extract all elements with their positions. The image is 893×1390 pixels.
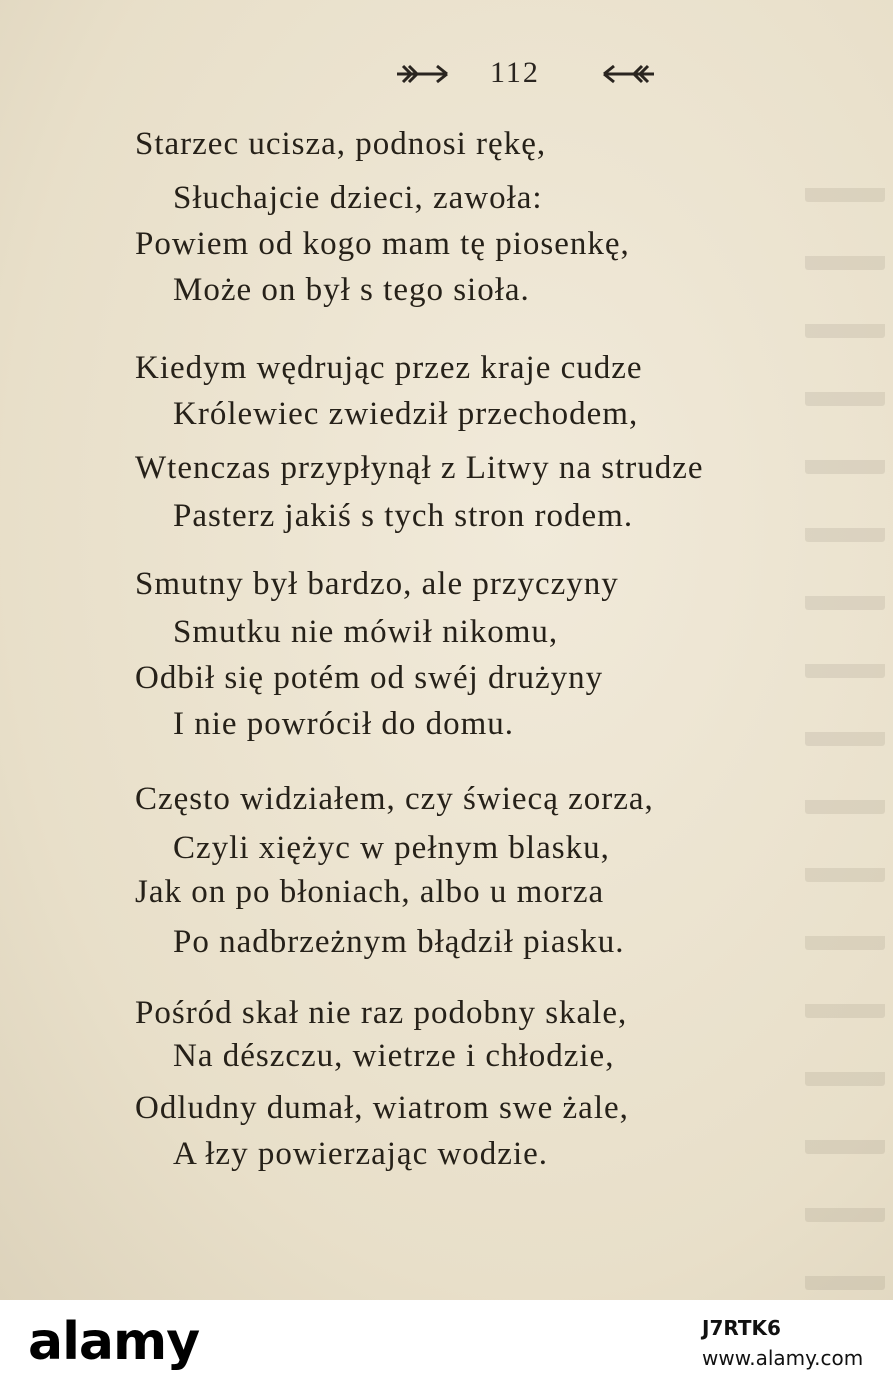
verse-line: Na dészczu, wietrze i chłodzie,: [173, 1038, 615, 1074]
verse-line: I nie powrócił do domu.: [173, 706, 515, 742]
verse-line: Często widziałem, czy świecą zorza,: [135, 781, 654, 817]
verse-line: Smutny był bardzo, ale przyczyny: [135, 566, 619, 602]
verse-line: Odbił się potém od swéj drużyny: [135, 660, 604, 696]
verse-line: Kiedym wędrując przez kraje cudze: [135, 350, 643, 386]
verse-line: Wtenczas przypłynął z Litwy na strudze: [135, 450, 704, 486]
image-id: J7RTK6: [702, 1316, 781, 1340]
watermark-url: www.alamy.com: [702, 1346, 864, 1370]
verse-line: Czyli xiężyc w pełnym blasku,: [173, 830, 610, 866]
page-header: [0, 52, 893, 100]
verse-line: Królewiec zwiedził przechodem,: [173, 396, 639, 432]
verse-line: Jak on po błoniach, albo u morza: [135, 874, 605, 910]
verse-line: Smutku nie mówił nikomu,: [173, 614, 559, 650]
verse-line: Pośród skał nie raz podobny skale,: [135, 995, 628, 1031]
ornament-left-icon: [395, 60, 457, 92]
verse-line: A łzy powierzając wodzie.: [173, 1136, 549, 1172]
verse-line: Pasterz jakiś s tych stron rodem.: [173, 498, 634, 534]
verse-line: Powiem od kogo mam tę piosenkę,: [135, 226, 630, 262]
ornament-right-icon: [594, 60, 656, 92]
alamy-logo: alamy: [28, 1312, 200, 1372]
bleed-through-text: [805, 140, 885, 1190]
page-number: 112: [490, 56, 540, 89]
verse-line: Może on był s tego sioła.: [173, 272, 530, 308]
verse-line: Po nadbrzeżnym błądził piasku.: [173, 924, 625, 960]
verse-line: Odludny dumał, wiatrom swe żale,: [135, 1090, 629, 1126]
verse-line: Starzec ucisza, podnosi rękę,: [135, 126, 547, 162]
verse-line: Słuchajcie dzieci, zawoła:: [173, 180, 543, 216]
